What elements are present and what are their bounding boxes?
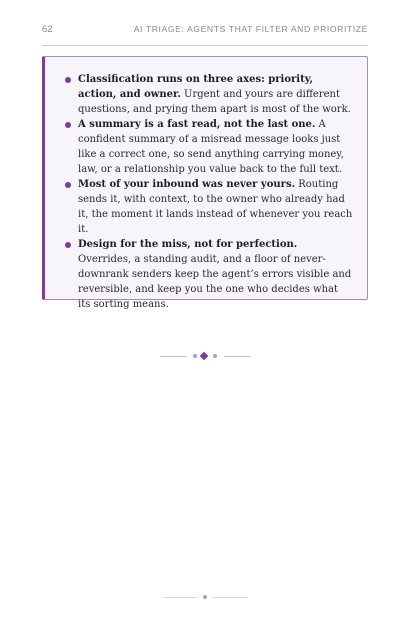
bullet-lead: Classification runs on three axes: priority, action, and owner. [78, 74, 314, 100]
bullet-body: A confident summary of a misread message looks just like a correct one, so send anything carrying money, law, or a relationship you value back to the full text. [78, 119, 344, 175]
footer-line-left [163, 597, 197, 598]
bullet-body: Overrides, a standing audit, and a floor of never-downrank senders keep the agent’s errors visible and reversible, and keep you the one who decides what its sorting means. [78, 254, 352, 310]
bullet-dot-icon [65, 122, 71, 128]
bullet-lead: A summary is a fast read, not the last one. [78, 119, 316, 130]
bullet-body: Urgent and yours are different questions, and prying them apart is most of the work. [78, 89, 351, 115]
bullet-dot-icon [65, 182, 71, 188]
bullet-lead: Design for the miss, not for perfection. [78, 239, 298, 250]
ornament-line-left [160, 356, 186, 357]
summary-bullet [65, 237, 353, 312]
ornament-diamond-icon [200, 352, 208, 360]
footer-ornament [163, 594, 247, 602]
bullet-dot-icon [65, 242, 71, 248]
ornament-dot-icon [213, 354, 217, 358]
page-number: 62 [42, 24, 53, 35]
section-ornament [160, 352, 250, 362]
bullet-dot-icon [65, 77, 71, 83]
summary-box [42, 56, 368, 310]
summary-bullet [65, 177, 353, 237]
page-header [42, 24, 368, 38]
footer-dot-icon [203, 595, 207, 599]
summary-bullet [65, 72, 353, 117]
bullet-body: Routing sends it, with context, to the owner who already had it, the moment it lands instead of whenever you reach it. [78, 179, 353, 235]
bullet-lead: Most of your inbound was never yours. [78, 179, 296, 190]
summary-bullet [65, 117, 353, 177]
ornament-line-right [224, 356, 250, 357]
header-rule [42, 45, 368, 46]
footer-line-right [213, 597, 247, 598]
running-head: AI TRIAGE: AGENTS THAT FILTER AND PRIORITIZE [133, 24, 368, 34]
ornament-dot-icon [193, 354, 197, 358]
summary-bullets [65, 72, 353, 312]
